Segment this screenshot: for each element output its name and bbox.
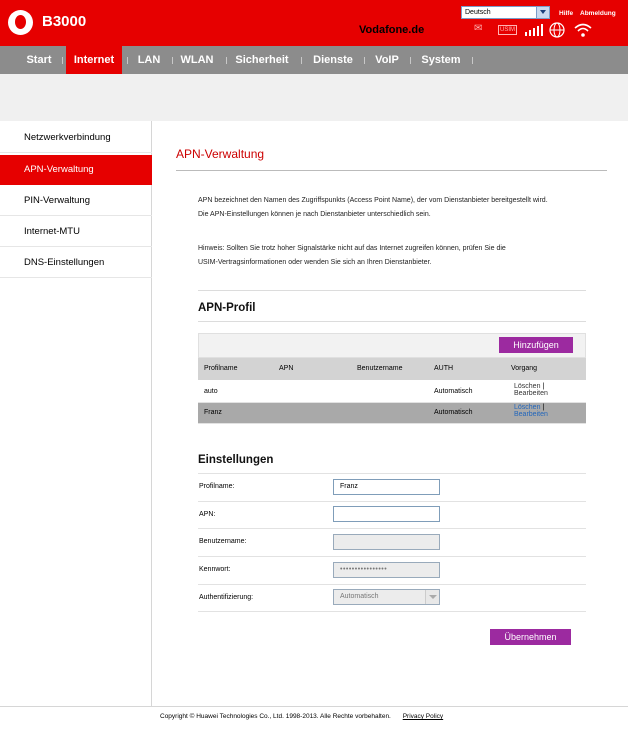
intro-line-1: APN bezeichnet den Namen des Zugriffspunkts (Access Point Name), der vom Dienstanbieter bereitgestellt wird. [198,197,548,204]
nav-item-lan[interactable]: LAN [137,54,161,66]
device-name: B3000 [42,13,87,30]
password-label: Kennwort: [199,566,231,573]
divider [198,556,586,557]
edit-link[interactable]: Bearbeiten [514,411,548,418]
hint-line-1: Hinweis: Sollten Sie trotz hoher Signalstärke nicht auf das Internet zugreifen können, prüfen Sie die [198,245,506,252]
table-toolbar [198,333,586,358]
delete-link[interactable]: Löschen [514,404,541,411]
column-header-profilname: Profilname [204,365,238,372]
nav-item-wlan[interactable]: WLAN [180,54,214,66]
sidebar-item-internet-mtu[interactable]: Internet-MTU [0,217,152,247]
usim-icon [498,25,517,35]
divider [198,528,586,529]
profile-name-cell: auto [204,388,218,395]
divider [198,584,586,585]
profile-name-cell: Franz [204,409,222,416]
nav-separator [472,57,473,64]
privacy-policy-link[interactable]: Privacy Policy [402,713,444,720]
nav-separator [127,57,128,64]
page-title: APN-Verwaltung [176,147,265,161]
auth-select[interactable] [333,589,440,605]
nav-item-dienste[interactable]: Dienste [313,54,353,66]
column-header-auth: AUTH [434,365,454,372]
usim-label: USIM [500,27,515,33]
intro-line-2: Die APN-Einstellungen können je nach Dienstanbieter unterschiedlich sein. [198,211,431,218]
nav-separator [410,57,411,64]
table-row[interactable] [198,381,586,403]
username-input[interactable] [333,534,440,550]
auth-label: Authentifizierung: [199,594,254,601]
profile-name-input[interactable]: Franz [333,479,440,495]
column-header-apn: APN [279,365,294,372]
edit-link[interactable]: Bearbeiten [514,390,548,397]
add-profile-button[interactable]: Hinzufügen [499,337,573,353]
apn-label: APN: [199,511,216,518]
actions-cell [514,383,548,397]
apn-profile-heading: APN-Profil [198,302,256,314]
nav-separator [226,57,227,64]
language-value: Deutsch [465,9,491,16]
sidebar-item-netzwerkverbindung[interactable]: Netzwerkverbindung [0,123,152,153]
nav-item-internet[interactable]: Internet [66,46,122,74]
copyright-text: Copyright © Huawei Technologies Co., Ltd. 1998-2013. Alle Rechte vorbehalten. [160,713,391,720]
nav-item-system[interactable]: System [421,54,461,66]
divider [198,501,586,502]
divider [198,321,586,322]
chevron-down-icon[interactable] [536,7,549,18]
globe-icon [549,22,565,38]
sidebar-item-pin-verwaltung[interactable]: PIN-Verwaltung [0,186,152,216]
delete-link[interactable]: Löschen [514,383,541,390]
footer-divider [0,706,628,707]
sidebar-item-dns-einstellungen[interactable]: DNS-Einstellungen [0,248,152,278]
divider [198,611,586,612]
auth-cell: Automatisch [434,409,473,416]
nav-item-start[interactable]: Start [26,54,52,66]
help-link[interactable]: Hilfe [559,10,574,17]
table-header [198,358,586,380]
action-separator: | [542,383,545,390]
nav-item-sicherheit[interactable]: Sicherheit [235,54,289,66]
sidebar [0,121,152,706]
divider [176,170,607,171]
action-separator: | [542,404,545,411]
sms-icon: ✉ [474,23,483,34]
main-nav [0,46,628,74]
nav-separator [364,57,365,64]
chevron-down-icon[interactable] [425,590,439,604]
signal-icon [525,24,543,36]
wifi-icon [574,22,592,38]
apply-button[interactable]: Übernehmen [490,629,571,645]
nav-separator [172,57,173,64]
nav-separator [62,57,63,64]
nav-separator [301,57,302,64]
auth-select-value: Automatisch [340,593,379,600]
banner-area [0,74,628,121]
header-bar [0,0,628,46]
sidebar-item-apn-verwaltung[interactable]: APN-Verwaltung [0,155,152,185]
vodafone-logo-icon [8,10,33,35]
apn-input[interactable] [333,506,440,522]
footer [160,713,443,720]
logout-link[interactable]: Abmeldung [580,10,616,17]
column-header-benutzername: Benutzername [357,365,403,372]
auth-cell: Automatisch [434,388,473,395]
nav-item-voip[interactable]: VoIP [375,54,399,66]
password-input[interactable]: •••••••••••••••• [333,562,440,578]
language-select[interactable] [461,6,550,19]
table-row-selected[interactable] [198,403,586,424]
actions-cell [514,404,548,418]
divider [198,473,586,474]
settings-heading: Einstellungen [198,454,274,466]
profile-name-label: Profilname: [199,483,235,490]
column-header-vorgang: Vorgang [511,365,538,372]
divider [198,290,586,291]
hint-line-2: USIM-Vertragsinformationen oder wenden Sie sich an Ihren Dienstanbieter. [198,259,432,266]
username-label: Benutzername: [199,538,247,545]
site-name: Vodafone.de [359,24,425,36]
